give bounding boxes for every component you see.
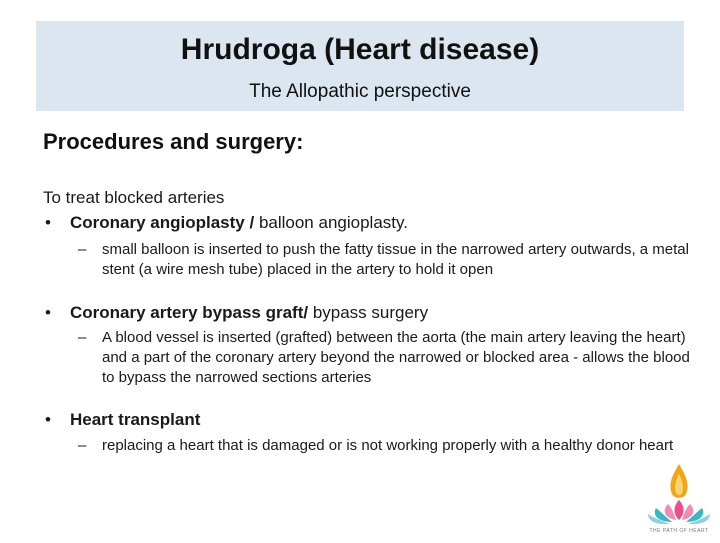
bullet-bold: Heart transplant — [70, 410, 201, 429]
lotus-flame-logo — [640, 460, 718, 538]
bullet-normal: balloon angioplasty. — [258, 213, 408, 232]
slide-title: Hrudroga (Heart disease) — [180, 33, 540, 66]
lotus-flame-icon — [640, 460, 718, 538]
sub-bullet-text: replacing a heart that is damaged or is not working properly with a healthy donor heart — [102, 437, 674, 454]
bullet-glyph: • — [45, 410, 51, 429]
bullet-bold: Coronary artery bypass graft/ — [70, 303, 313, 322]
bullet-text — [70, 410, 200, 430]
bullet-item — [45, 303, 685, 325]
sub-bullet — [78, 328, 688, 408]
bullet-item — [45, 410, 685, 432]
title-box — [36, 21, 684, 111]
dash-glyph: – — [78, 241, 87, 258]
bullet-normal: bypass surgery — [312, 303, 429, 322]
bullet-glyph: • — [45, 303, 51, 322]
slide-subtitle: The Allopathic perspective — [249, 81, 471, 102]
bullet-bold: Coronary angioplasty / — [70, 213, 259, 232]
bullet-item — [45, 213, 685, 235]
sub-bullet — [78, 240, 688, 300]
bullet-text — [70, 303, 428, 323]
logo-caption: THE PATH OF HEART — [649, 528, 709, 534]
dash-glyph: – — [78, 437, 87, 454]
section-heading: Procedures and surgery: — [43, 129, 304, 154]
bullet-glyph: • — [45, 213, 51, 232]
dash-glyph: – — [78, 329, 87, 346]
sub-bullet — [78, 436, 688, 476]
sub-bullet-text: A blood vessel is inserted (grafted) between the aorta (the main artery leaving the heart) and a part of the coronary artery beyond the narrowed or blocked area - allows the blood to bypass the narrowed sections arteries — [102, 329, 690, 386]
sub-bullet-text: small balloon is inserted to push the fatty tissue in the narrowed artery outwards, a metal stent (a wire mesh tube) placed in the artery to hold it open — [102, 241, 689, 278]
bullet-text — [70, 213, 408, 233]
intro-text: To treat blocked arteries — [43, 188, 225, 207]
